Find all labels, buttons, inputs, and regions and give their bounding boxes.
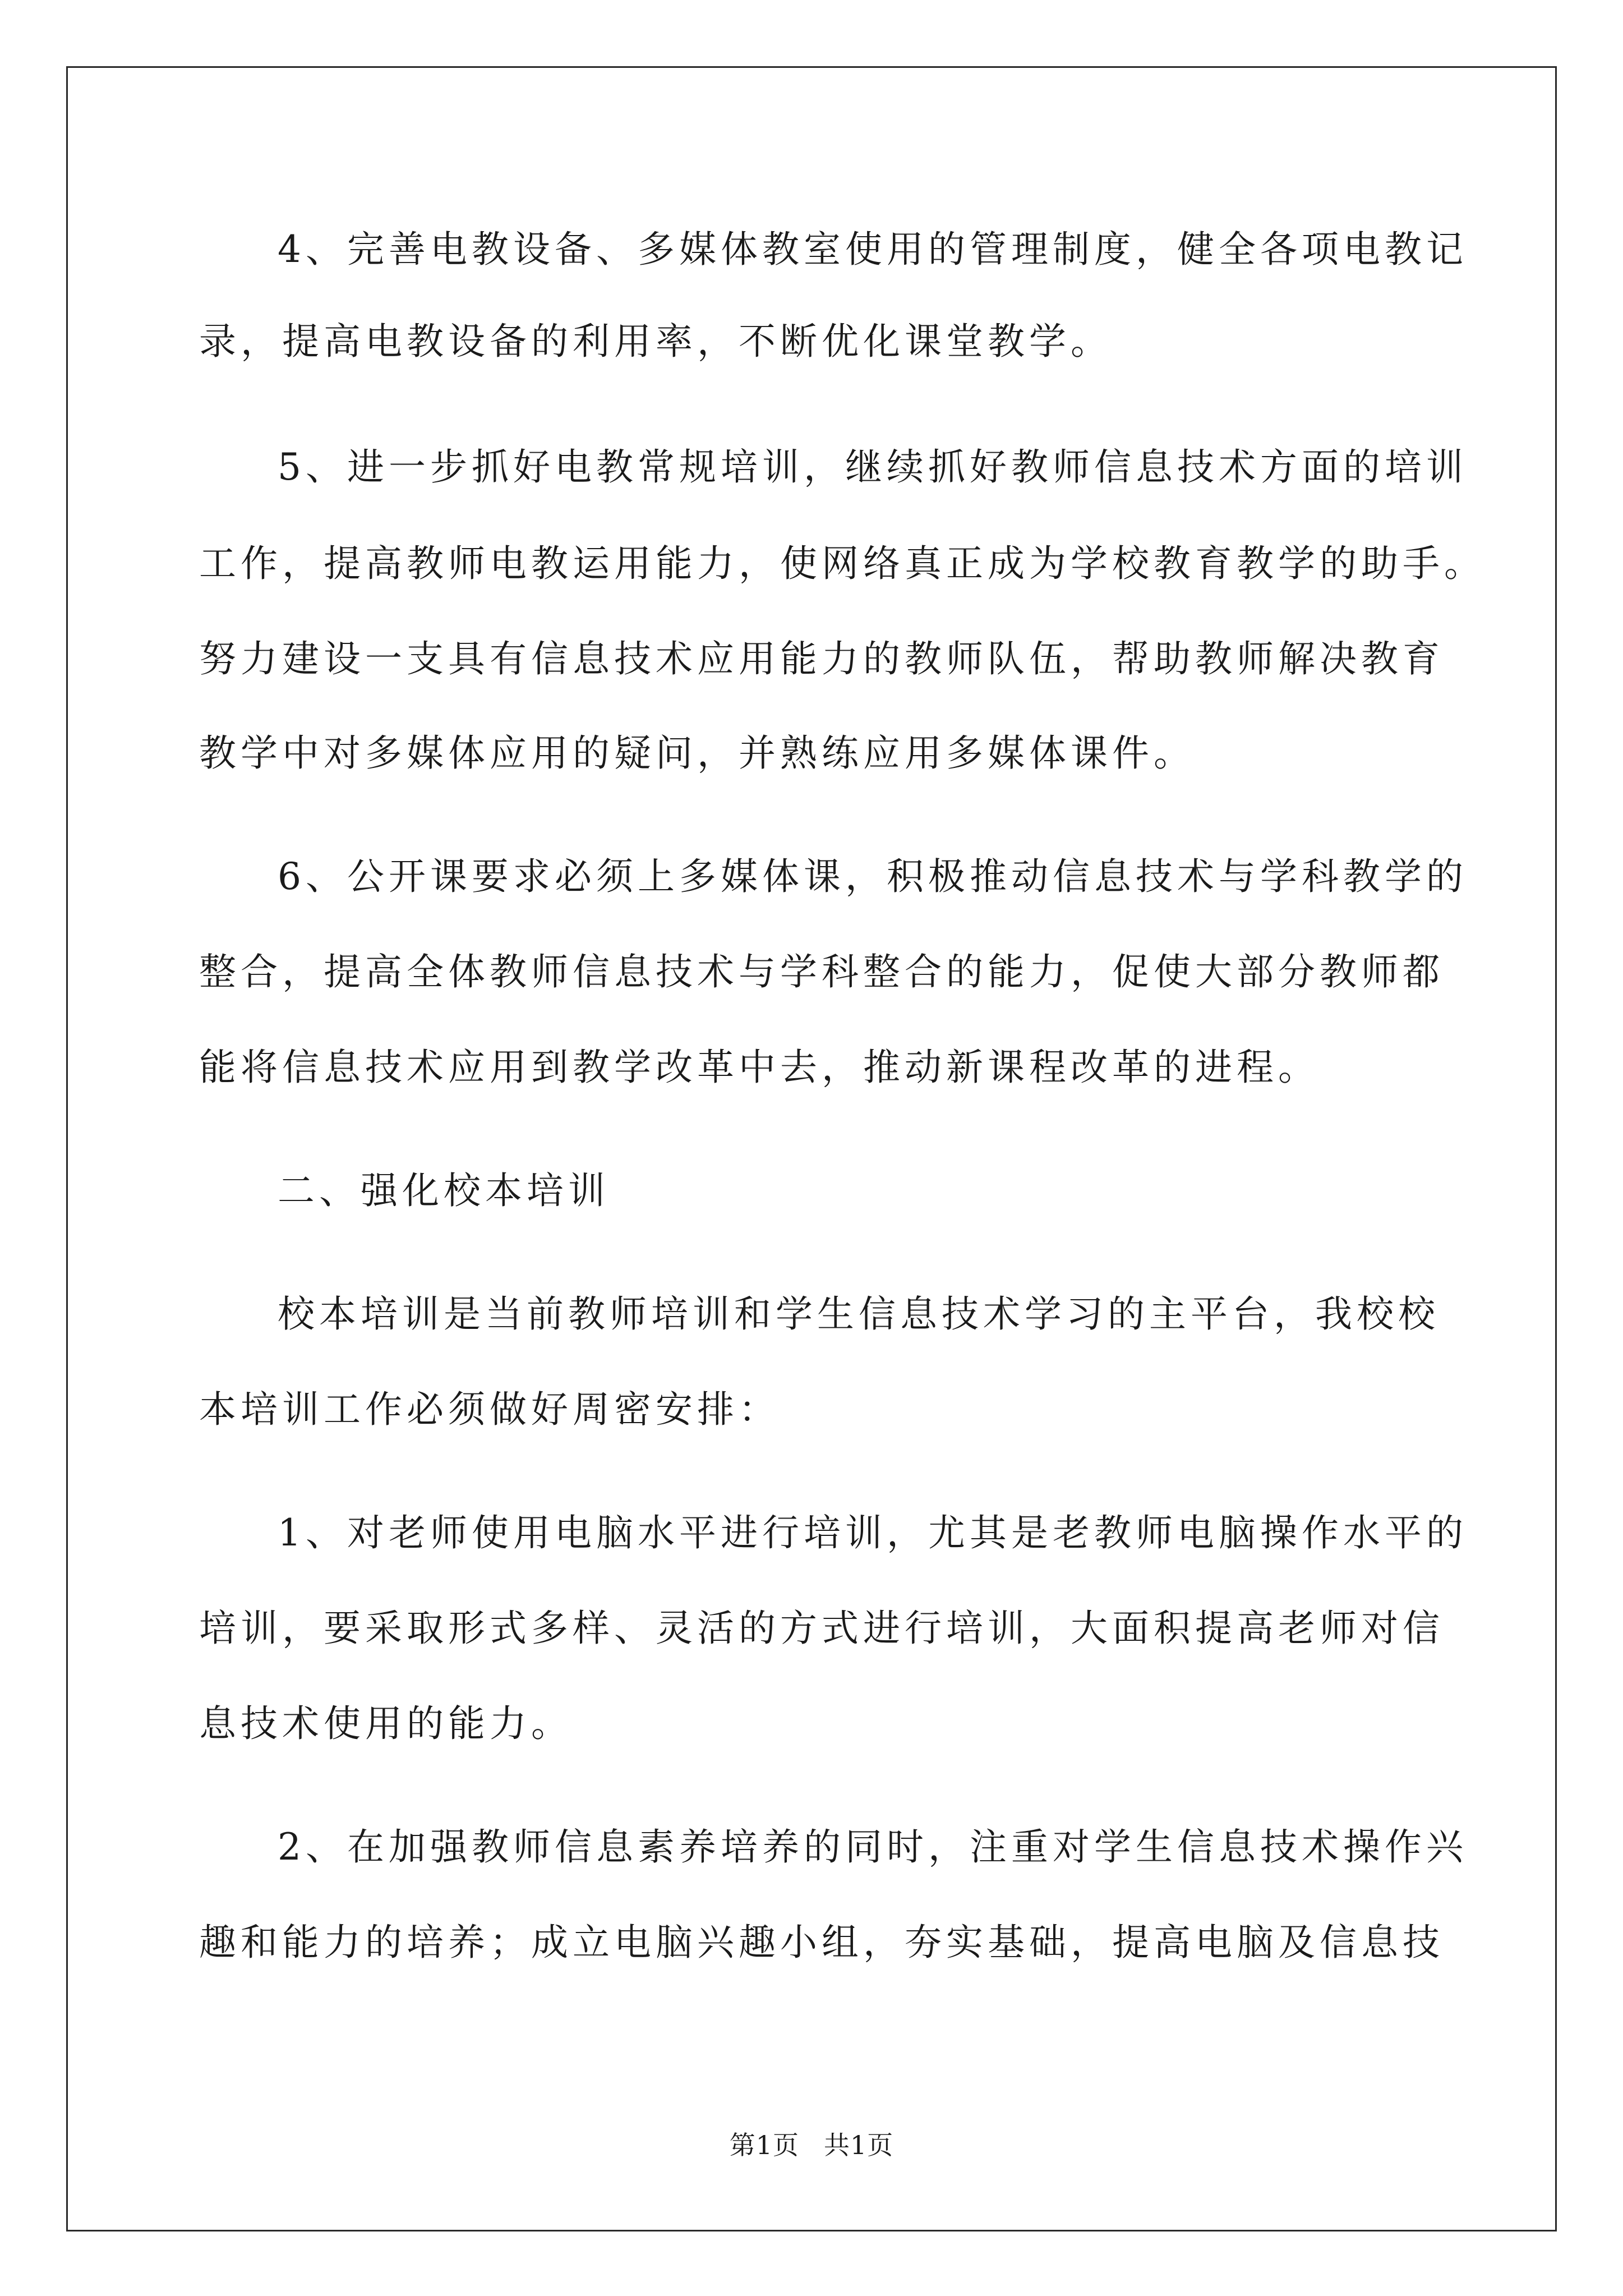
text-line: 趣和能力的培养；成立电脑兴趣小组，夯实基础，提高电脑及信息技 xyxy=(199,1921,1444,1964)
text-line: 本培训工作必须做好周密安排： xyxy=(199,1388,780,1431)
text-line: 教学中对多媒体应用的疑问，并熟练应用多媒体课件。 xyxy=(199,731,1195,775)
text-line: 能将信息技术应用到教学改革中去，推动新课程改革的进程。 xyxy=(199,1046,1320,1089)
page-number: 第1页 xyxy=(729,2130,799,2160)
section-heading: 二、强化校本培训 xyxy=(278,1169,610,1212)
text-line: 努力建设一支具有信息技术应用能力的教师队伍，帮助教师解决教育 xyxy=(199,637,1444,680)
text-line: 息技术使用的能力。 xyxy=(199,1702,573,1745)
text-line: 录，提高电教设备的利用率，不断优化课堂教学。 xyxy=(199,320,1112,363)
text-line: 5、进一步抓好电教常规培训，继续抓好教师信息技术方面的培训 xyxy=(278,445,1468,489)
text-line: 1、对老师使用电脑水平进行培训，尤其是老教师电脑操作水平的 xyxy=(278,1511,1468,1554)
text-line: 6、公开课要求必须上多媒体课，积极推动信息技术与学科教学的 xyxy=(278,855,1468,898)
page-total: 共1页 xyxy=(824,2130,894,2160)
text-line: 培训，要采取形式多样、灵活的方式进行培训，大面积提高老师对信 xyxy=(199,1607,1444,1650)
page-footer xyxy=(0,2125,1623,2162)
text-line: 校本培训是当前教师培训和学生信息技术学习的主平台，我校校 xyxy=(278,1292,1440,1336)
page-border xyxy=(66,66,1557,2231)
text-line: 4、完善电教设备、多媒体教室使用的管理制度，健全各项电教记 xyxy=(278,228,1468,271)
text-line: 工作，提高教师电教运用能力，使网络真正成为学校教育教学的助手。 xyxy=(199,542,1486,585)
text-line: 2、在加强教师信息素养培养的同时，注重对学生信息技术操作兴 xyxy=(278,1825,1468,1869)
text-line: 整合，提高全体教师信息技术与学科整合的能力，促使大部分教师都 xyxy=(199,950,1444,993)
